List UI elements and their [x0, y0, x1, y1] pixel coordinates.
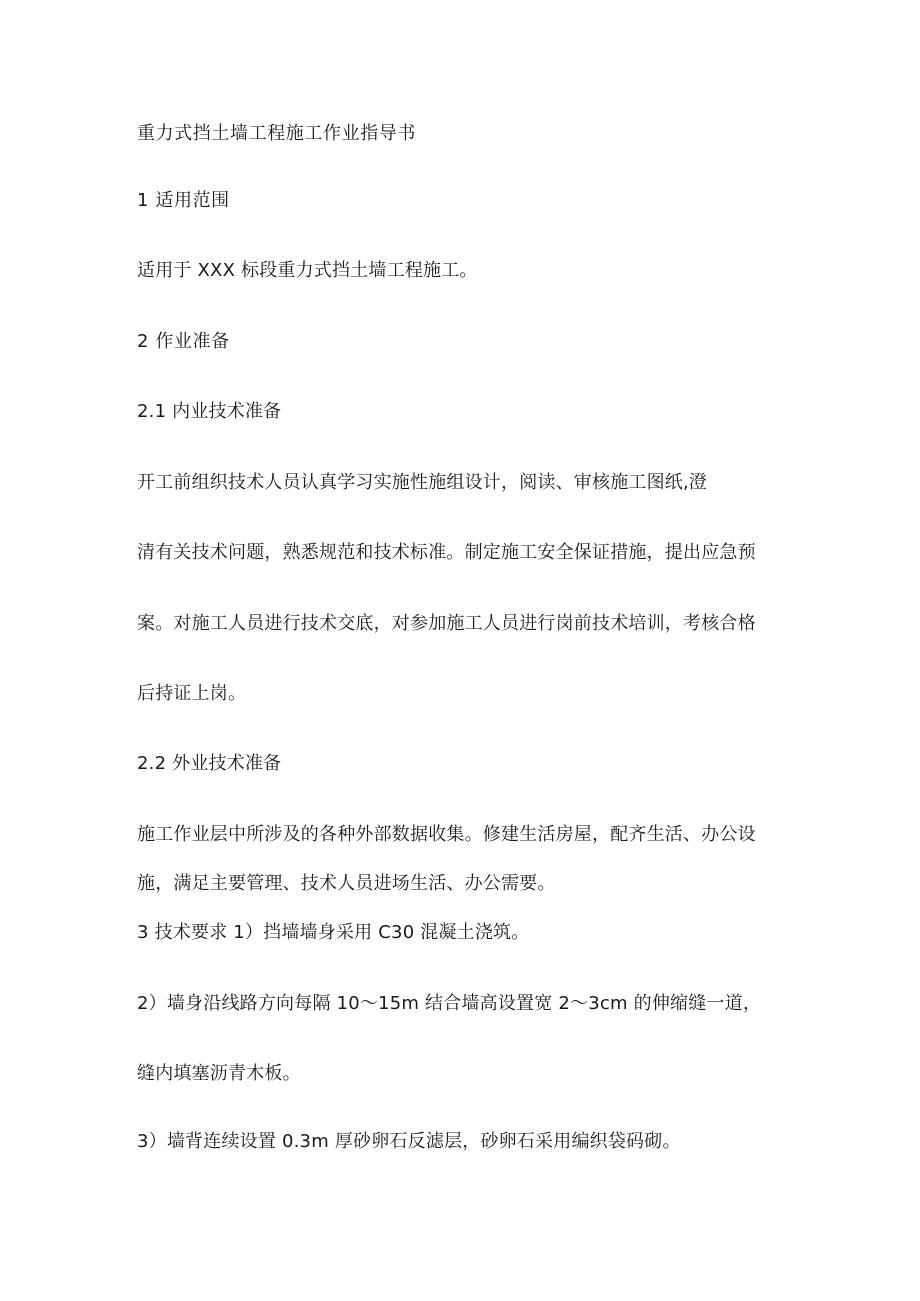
section-heading-1: 1 适用范围	[137, 190, 230, 211]
paragraph-external-prep-line-2: 施，满足主要管理、技术人员进场生活、办公需要。	[137, 873, 556, 894]
paragraph-req-2-line-1: 2）墙身沿线路方向每隔 10～15m 结合墙高设置宽 2～3cm 的伸缩缝一道，	[137, 993, 762, 1014]
section-heading-2: 2 作业准备	[137, 331, 230, 352]
paragraph-internal-prep-line-3: 案。对施工人员进行技术交底，对参加施工人员进行岗前技术培训，考核合格	[137, 613, 756, 634]
document-title: 重力式挡土墙工程施工作业指导书	[137, 123, 416, 144]
paragraph-internal-prep-line-4: 后持证上岗。	[137, 683, 247, 704]
paragraph-internal-prep-line-1: 开工前组织技术人员认真学习实施性施组设计，阅读、审核施工图纸,澄	[137, 472, 708, 493]
section-heading-3: 3 技术要求 1）挡墙墙身采用 C30 混凝土浇筑。	[137, 922, 530, 943]
subsection-heading-2-1: 2.1 内业技术准备	[137, 401, 282, 422]
paragraph-req-3: 3）墙背连续设置 0.3m 厚砂卵石反滤层，砂卵石采用编织袋码砌。	[137, 1131, 681, 1152]
paragraph-scope: 适用于 XXX 标段重力式挡土墙工程施工。	[137, 260, 478, 281]
subsection-heading-2-2: 2.2 外业技术准备	[137, 753, 282, 774]
paragraph-req-2-line-2: 缝内填塞沥青木板。	[137, 1063, 301, 1084]
paragraph-external-prep-line-1: 施工作业层中所涉及的各种外部数据收集。修建生活房屋，配齐生活、办公设	[137, 824, 756, 845]
paragraph-internal-prep-line-2: 清有关技术问题，熟悉规范和技术标准。制定施工安全保证措施，提出应急预	[137, 542, 756, 563]
